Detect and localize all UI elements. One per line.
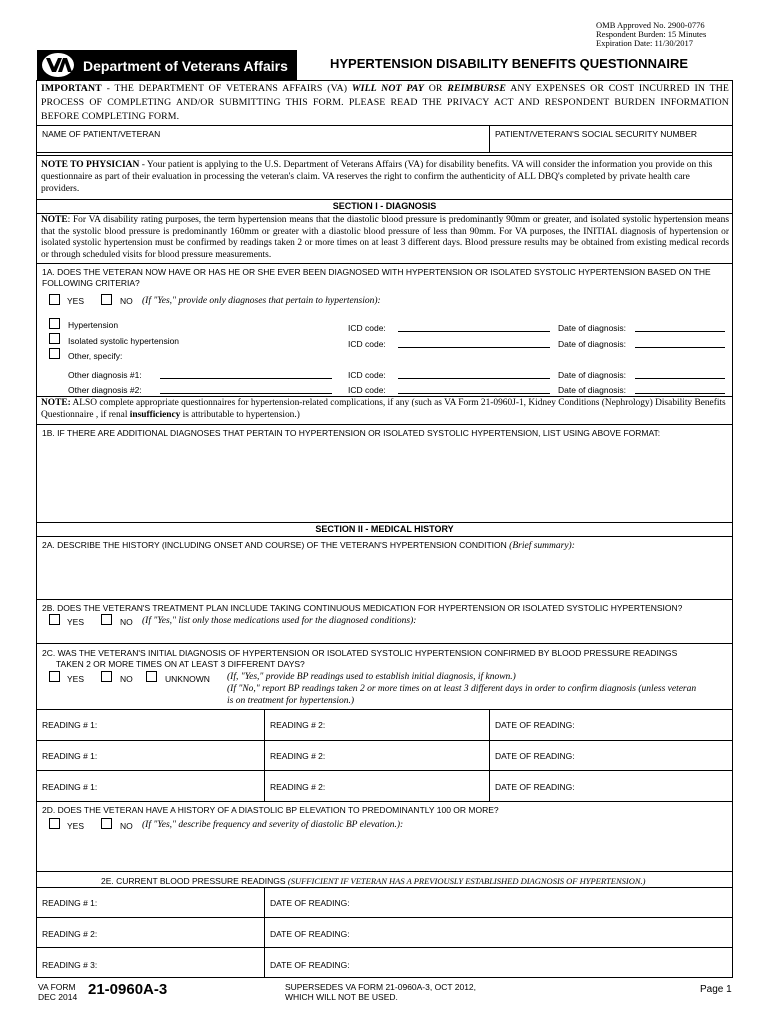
date-dx-label-1: Date of diagnosis:	[558, 323, 627, 333]
footer-page-number: Page 1	[700, 984, 732, 995]
q2d-yes-checkbox[interactable]	[49, 818, 60, 829]
q2c-instruction-1: (If, "Yes," provide BP readings used to establish initial diagnosis, if known.)	[227, 672, 516, 682]
icd-code-label-3: ICD code:	[348, 370, 386, 380]
isolated-systolic-checkbox[interactable]	[49, 333, 60, 344]
ssn-label: PATIENT/VETERAN'S SOCIAL SECURITY NUMBER	[495, 129, 698, 139]
q2a-answer-area[interactable]	[38, 552, 731, 597]
question-2e: 2E. CURRENT BLOOD PRESSURE READINGS (SUFFICIENT IF VETERAN HAS A PREVIOUSLY ESTABLISHED DIAGNOSIS OF HYPERTENSION.)	[101, 876, 646, 886]
question-2a: 2A. DESCRIBE THE HISTORY (INCLUDING ONSET AND COURSE) OF THE VETERAN'S HYPERTENSION CONDITION (Brief summary):	[42, 540, 575, 551]
q2d-instruction: (If "Yes," describe frequency and severity of diastolic BP elevation.):	[142, 820, 404, 830]
va-logo	[41, 52, 75, 78]
section-1-note: NOTE: For VA disability rating purposes, the term hypertension means that the diastolic blood pressure is predominantly 90mm or greater, and isolated systolic hypertension means that the systolic blood pressure is predominantly 160mm or greater with a diastolic blood pressure of less than 90mm. For VA purposes, the INITIAL diagnosis of hypertension or isolated systolic hypertension must be confirmed by readings taken 2 or more times on at least 3 different days. Blood pressure results may be obtained from existing medical records or through scheduled visits for blood pressure measurements.	[41, 215, 729, 260]
icd-code-label-2: ICD code:	[348, 339, 386, 349]
other-diagnosis-2-label: Other diagnosis #2:	[68, 385, 142, 395]
q2b-instruction: (If "Yes," list only those medications used for the diagnosed conditions):	[142, 616, 417, 626]
question-1b: 1B. IF THERE ARE ADDITIONAL DIAGNOSES THAT PERTAIN TO HYPERTENSION OR ISOLATED SYSTOLIC HYPERTENSION, LIST USING ABOVE FORMAT:	[42, 428, 661, 438]
q2d-yes-label: YES	[67, 821, 85, 831]
q1a-no-label: NO	[120, 296, 133, 306]
important-notice: IMPORTANT - THE DEPARTMENT OF VETERANS AFFAIRS (VA) WILL NOT PAY OR REIMBURSE ANY EXPENSES OR COST INCURRED IN THE PROCESS OF COMPLETING AND/OR SUBMITTING THIS FORM. PLEASE READ THE PRIVACY ACT AND RESPONDENT BURDEN INFORMATION BEFORE COMPLETING FORM.	[41, 83, 729, 122]
icd-code-field-1[interactable]	[398, 331, 550, 332]
question-2c-line-2: TAKEN 2 OR MORE TIMES ON AT LEAST 3 DIFFERENT DAYS?	[56, 659, 305, 669]
ssn-field[interactable]	[491, 140, 729, 150]
q2c-row1-reading2[interactable]: READING # 2:	[270, 720, 326, 730]
omb-number: OMB Approved No. 2900-0776	[596, 20, 705, 30]
patient-name-label: NAME OF PATIENT/VETERAN	[42, 129, 161, 139]
q2c-no-checkbox[interactable]	[101, 671, 112, 682]
isolated-systolic-label: Isolated systolic hypertension	[68, 336, 180, 346]
question-1a: 1A. DOES THE VETERAN NOW HAVE OR HAS HE OR SHE EVER BEEN DIAGNOSED WITH HYPERTENSION OR ISOLATED SYSTOLIC HYPERTENSION BASED ON THE FOLLOWING CRITERIA?	[42, 267, 711, 288]
icd-code-field-4[interactable]	[398, 393, 550, 394]
omb-info	[596, 21, 706, 48]
q2c-row2-date[interactable]: DATE OF READING:	[495, 751, 575, 761]
date-dx-field-1[interactable]	[635, 331, 725, 332]
expiration-date: Expiration Date: 11/30/2017	[596, 38, 693, 48]
hypertension-checkbox[interactable]	[49, 318, 60, 329]
icd-code-field-2[interactable]	[398, 347, 550, 348]
hypertension-label: Hypertension	[68, 320, 119, 330]
q2e-date2[interactable]: DATE OF READING:	[270, 929, 350, 939]
q2d-no-checkbox[interactable]	[101, 818, 112, 829]
q2c-row1-reading1[interactable]: READING # 1:	[42, 720, 98, 730]
q2e-date3[interactable]: DATE OF READING:	[270, 960, 350, 970]
date-dx-field-2[interactable]	[635, 347, 725, 348]
q2c-row3-reading2[interactable]: READING # 2:	[270, 782, 326, 792]
q1a-instruction: (If "Yes," provide only diagnoses that pertain to hypertension):	[142, 296, 381, 306]
q2c-row3-reading1[interactable]: READING # 1:	[42, 782, 98, 792]
footer-supersedes-1: SUPERSEDES VA FORM 21-0960A-3, OCT 2012,	[285, 982, 477, 992]
footer-date: DEC 2014	[38, 992, 78, 1002]
q1b-answer-area[interactable]	[38, 440, 731, 520]
q1a-yes-checkbox[interactable]	[49, 294, 60, 305]
question-2c-line-1: 2C. WAS THE VETERAN'S INITIAL DIAGNOSIS OF HYPERTENSION OR ISOLATED SYSTOLIC HYPERTENSION CONFIRMED BY BLOOD PRESSURE READINGS	[42, 648, 678, 658]
will-not-pay: WILL NOT PAY	[351, 83, 424, 94]
form-title: HYPERTENSION DISABILITY BENEFITS QUESTIONNAIRE	[330, 56, 689, 71]
q2b-no-label: NO	[120, 617, 133, 627]
q1a-no-checkbox[interactable]	[101, 294, 112, 305]
date-dx-field-4[interactable]	[635, 393, 725, 394]
q2c-instruction-2: (If "No," report BP readings taken 2 or more times on at least 3 different days in order to confirm diagnosis (unless veteran	[227, 684, 697, 694]
q2c-row3-date[interactable]: DATE OF READING:	[495, 782, 575, 792]
q2e-reading2[interactable]: READING # 2:	[42, 929, 98, 939]
department-name: Department of Veterans Affairs	[83, 58, 288, 74]
date-dx-field-3[interactable]	[635, 378, 725, 379]
section-1-title: SECTION I - DIAGNOSIS	[332, 201, 437, 211]
question-2b: 2B. DOES THE VETERAN'S TREATMENT PLAN INCLUDE TAKING CONTINUOUS MEDICATION FOR HYPERTENSION OR ISOLATED SYSTOLIC HYPERTENSION?	[42, 603, 683, 613]
date-dx-label-3: Date of diagnosis:	[558, 370, 627, 380]
note-to-physician: NOTE TO PHYSICIAN - Your patient is applying to the U.S. Department of Veterans Affairs (VA) for disability benefits. VA will consider the information you provide on this questionnaire as part of their evaluation in processing the veteran's claim. VA reserves the right to confirm the authenticity of ALL DBQ's completed by private health care providers.	[41, 160, 713, 194]
department-banner	[37, 50, 297, 80]
footer-va-form: VA FORM	[38, 982, 76, 992]
date-dx-label-2: Date of diagnosis:	[558, 339, 627, 349]
date-dx-label-4: Date of diagnosis:	[558, 385, 627, 395]
question-2d: 2D. DOES THE VETERAN HAVE A HISTORY OF A DIASTOLIC BP ELEVATION TO PREDOMINANTLY 100 OR MORE?	[42, 805, 499, 815]
reimburse: REIMBURSE	[447, 83, 506, 94]
q2c-instruction-3: is on treatment for hypertension.)	[227, 696, 355, 706]
q2d-no-label: NO	[120, 821, 133, 831]
other-diagnosis-2-field[interactable]	[160, 393, 332, 394]
patient-name-field[interactable]	[38, 140, 488, 150]
q2c-yes-label: YES	[67, 674, 85, 684]
q2b-yes-label: YES	[67, 617, 85, 627]
q2b-no-checkbox[interactable]	[101, 614, 112, 625]
q2e-reading1[interactable]: READING # 1:	[42, 898, 98, 908]
q2c-row1-date[interactable]: DATE OF READING:	[495, 720, 575, 730]
q2e-reading3[interactable]: READING # 3:	[42, 960, 98, 970]
q2d-answer-area[interactable]	[38, 834, 731, 870]
other-dx-checkbox[interactable]	[49, 348, 60, 359]
q2c-unknown-label: UNKNOWN	[165, 674, 210, 684]
icd-code-label-1: ICD code:	[348, 323, 386, 333]
q2c-yes-checkbox[interactable]	[49, 671, 60, 682]
q2b-yes-checkbox[interactable]	[49, 614, 60, 625]
icd-code-label-4: ICD code:	[348, 385, 386, 395]
other-diagnosis-1-field[interactable]	[160, 378, 332, 379]
important-label: IMPORTANT	[41, 83, 102, 94]
q2c-no-label: NO	[120, 674, 133, 684]
footer-form-number: 21-0960A-3	[88, 981, 168, 998]
icd-code-field-3[interactable]	[398, 378, 550, 379]
other-dx-label: Other, specify:	[68, 351, 123, 361]
q2c-row2-reading1[interactable]: READING # 1:	[42, 751, 98, 761]
section-1-note-2: NOTE: ALSO complete appropriate questionnaires for hypertension-related complications, if any (such as VA Form 21-0960J-1, Kidney Conditions (Nephrology) Disability Benefits Questionnaire , if renal insufficiency is attributable to hypertension.)	[41, 398, 726, 420]
q2c-unknown-checkbox[interactable]	[146, 671, 157, 682]
other-diagnosis-1-label: Other diagnosis #1:	[68, 370, 142, 380]
footer-supersedes-2: WHICH WILL NOT BE USED.	[285, 992, 398, 1002]
section-2-title: SECTION II - MEDICAL HISTORY	[315, 524, 454, 534]
q2c-row2-reading2[interactable]: READING # 2:	[270, 751, 326, 761]
respondent-burden: Respondent Burden: 15 Minutes	[596, 29, 707, 39]
q2e-date1[interactable]: DATE OF READING:	[270, 898, 350, 908]
q1a-yes-label: YES	[67, 296, 85, 306]
